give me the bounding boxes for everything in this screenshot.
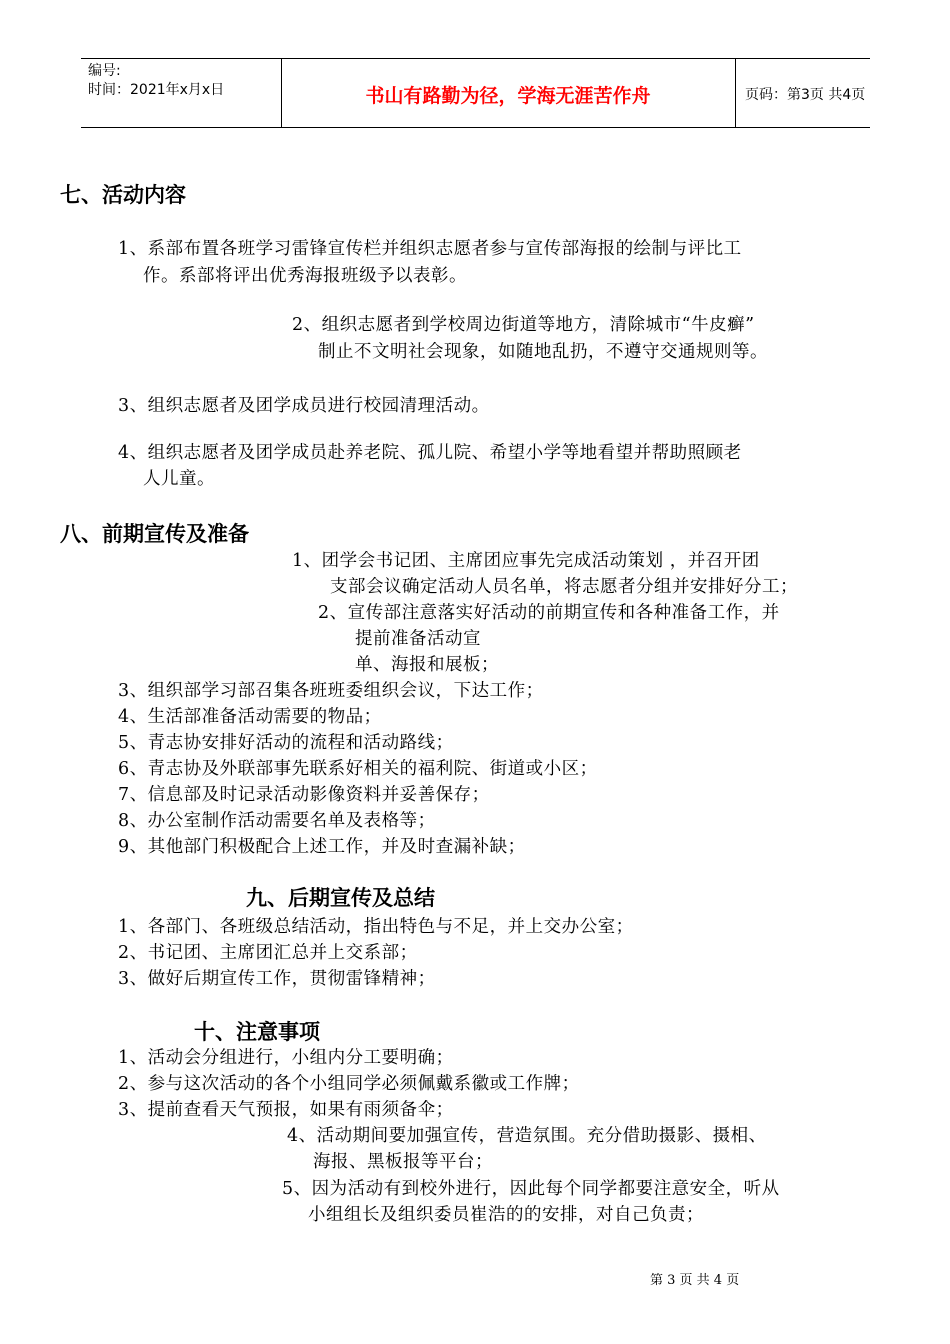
s10-item5-line1: 5、因为活动有到校外进行，因此每个同学都要注意安全，听从: [282, 1179, 780, 1199]
s8-item8: 8、办公室制作活动需要名单及表格等；: [118, 811, 436, 831]
header-right-cell: [735, 59, 870, 127]
s10-item4-line1: 4、活动期间要加强宣传，营造氛围。充分借助摄影、摄相、: [287, 1126, 767, 1146]
page-header: [81, 58, 870, 128]
s10-item2: 2、参与这次活动的各个小组同学必须佩戴系徽或工作牌；: [118, 1074, 580, 1094]
s7-item3-line1: 3、组织志愿者及团学成员进行校园清理活动。: [118, 396, 490, 416]
s7-item2-line1: 2、组织志愿者到学校周边街道等地方，清除城市“牛皮癣”: [292, 315, 755, 335]
section-9-title: 九、后期宣传及总结: [246, 886, 435, 910]
header-mid-cell: [281, 59, 736, 127]
s9-item1: 1、各部门、各班级总结活动，指出特色与不足，并上交办公室；: [118, 917, 634, 937]
s8-item1-line2: 支部会议确定活动人员名单，将志愿者分组并安排好分工；: [330, 577, 798, 597]
s8-item1-line1: 1、团学会书记团、主席团应事先完成活动策划 ，并召开团: [292, 551, 760, 571]
s10-item4-line2: 海报、黑板报等平台；: [313, 1152, 493, 1172]
page-label: 页码：第3页 共4页: [745, 87, 866, 103]
page-footer: 第 3 页 共 4 页: [650, 1273, 740, 1288]
section-8-title: 八、前期宣传及准备: [60, 522, 249, 546]
s8-item5: 5、青志协安排好活动的流程和活动路线；: [118, 733, 454, 753]
motto: 书山有路勤为径，学海无涯苦作舟: [365, 85, 651, 107]
s9-item3: 3、做好后期宣传工作，贯彻雷锋精神；: [118, 969, 436, 989]
s7-item1-line2: 作。系部将评出优秀海报班级予以表彰。: [143, 266, 467, 286]
s8-item2-line1: 2、宣传部注意落实好活动的前期宣传和各种准备工作，并: [318, 603, 780, 623]
time-label: 时间：2021年x月x日: [88, 82, 225, 98]
s10-item5-line2: 小组组长及组织委员崔浩的的安排，对自己负责；: [308, 1205, 704, 1225]
s8-item6: 6、青志协及外联部事先联系好相关的福利院、街道或小区；: [118, 759, 598, 779]
s7-item4-line1: 4、组织志愿者及团学成员赴养老院、孤儿院、希望小学等地看望并帮助照顾老: [118, 443, 742, 463]
s7-item2-line2: 制止不文明社会现象，如随地乱扔，不遵守交通规则等。: [318, 342, 768, 362]
s8-item4: 4、生活部准备活动需要的物品；: [118, 707, 382, 727]
s8-item7: 7、信息部及时记录活动影像资料并妥善保存；: [118, 785, 490, 805]
s10-item1: 1、活动会分组进行，小组内分工要明确；: [118, 1048, 454, 1068]
section-7-title: 七、活动内容: [60, 183, 186, 207]
s8-item2-line3: 单、海报和展板；: [355, 655, 499, 675]
code-label: 编号:: [88, 63, 121, 79]
s8-item3: 3、组织部学习部召集各班班委组织会议，下达工作；: [118, 681, 544, 701]
s8-item2-line2: 提前准备活动宣: [355, 629, 481, 649]
s8-item9: 9、其他部门积极配合上述工作，并及时查漏补缺；: [118, 837, 526, 857]
section-10-title: 十、注意事项: [194, 1020, 320, 1044]
header-left-cell: [81, 59, 282, 127]
s9-item2: 2、书记团、主席团汇总并上交系部；: [118, 943, 418, 963]
s10-item3: 3、提前查看天气预报，如果有雨须备伞；: [118, 1100, 454, 1120]
s7-item4-line2: 人儿童。: [143, 469, 215, 489]
s7-item1-line1: 1、系部布置各班学习雷锋宣传栏并组织志愿者参与宣传部海报的绘制与评比工: [118, 239, 742, 259]
